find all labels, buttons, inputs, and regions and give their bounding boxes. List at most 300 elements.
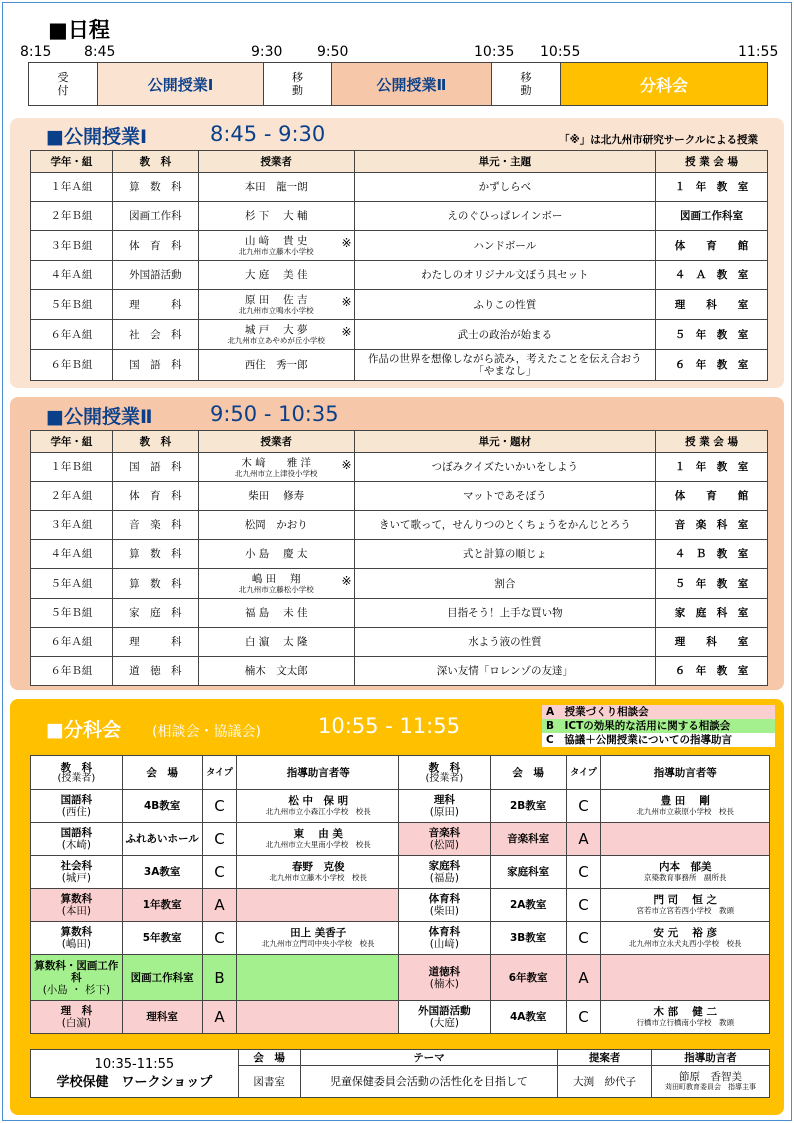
column-header: 学年・組 xyxy=(31,431,113,453)
subject-cell: 家 庭 科 xyxy=(112,599,198,628)
grade-cell: ４年Ａ組 xyxy=(31,540,113,569)
lesson1-table xyxy=(30,150,768,381)
unit-cell: わたしのオリジナル文ぼう具セット xyxy=(354,261,656,290)
type-cell: B xyxy=(202,955,237,1001)
unit-cell: きいて歌って，せんりつのとくちょうをかんじとろう xyxy=(354,511,656,540)
column-header: 提案者 xyxy=(558,1050,652,1066)
advisor-cell xyxy=(601,1001,770,1034)
room-cell: １ 年 教 室 xyxy=(656,173,768,202)
legend-b: B ICTの効果的な活用に関する相談会 xyxy=(542,719,775,733)
room-cell: 3A教室 xyxy=(122,856,202,889)
column-header: タイプ xyxy=(202,756,237,790)
advisor-affiliation: 北九州市立大里南小学校 校長 xyxy=(265,840,371,849)
advisor-affiliation: 行橋市立行橋南小学校 教頭 xyxy=(636,1018,734,1027)
research-mark: ※ xyxy=(341,574,352,588)
lesson1-section xyxy=(10,118,784,388)
subject-name: 算数科 xyxy=(60,926,93,938)
subject-cell: 音 楽 科 xyxy=(112,511,198,540)
room-cell: 2B教室 xyxy=(490,790,566,823)
subject-name: 理科 xyxy=(433,794,455,806)
bunkakai-right-table xyxy=(398,755,770,1034)
subject-name: 音楽科 xyxy=(428,827,461,839)
teacher-name: 楠木 文太郎 xyxy=(244,665,308,677)
advisor-cell xyxy=(601,856,770,889)
column-header: 授業者 xyxy=(198,151,354,173)
subject-cell xyxy=(31,1001,123,1034)
column-header: タイプ xyxy=(566,756,601,790)
room-cell: 6年教室 xyxy=(490,955,566,1001)
column-header: 授業者 xyxy=(198,431,354,453)
teacher-school: 北九州市立あやめが丘小学校 xyxy=(227,336,325,345)
subject-name: 理 科 xyxy=(60,1005,93,1017)
table-row xyxy=(31,922,400,955)
table-row xyxy=(31,290,768,320)
teacher-paren: (嶋田) xyxy=(61,938,91,950)
grade-cell: ３年Ｂ組 xyxy=(31,231,113,261)
grade-cell: ６年Ｂ組 xyxy=(31,657,113,686)
timeline-bunkakai: 分科会 xyxy=(561,63,767,105)
grade-cell: １年Ａ組 xyxy=(31,173,113,202)
workshop-advisor-affiliation: 苅田町教育委員会 指導主事 xyxy=(665,1083,757,1091)
column-header: 指導助言者等 xyxy=(601,756,770,790)
type-cell: C xyxy=(566,790,601,823)
subject-cell xyxy=(399,955,491,1001)
subject-cell xyxy=(31,889,123,922)
advisor-cell xyxy=(601,790,770,823)
subject-cell xyxy=(31,955,123,1001)
subject-cell xyxy=(399,856,491,889)
advisor-affiliation: 宮若市立宮若西小学校 教頭 xyxy=(636,906,734,915)
advisor-affiliation: 京築教育事務所 副所長 xyxy=(643,873,727,882)
grade-cell: １年Ｂ組 xyxy=(31,453,113,482)
subject-cell xyxy=(399,823,491,856)
unit-cell: 式と計算の順じょ xyxy=(354,540,656,569)
teacher-paren: (福島) xyxy=(429,872,459,884)
subject-name: 体育科 xyxy=(428,893,461,905)
teacher-paren: (木崎) xyxy=(61,839,91,851)
advisor-affiliation: 北九州市立永犬丸西小学校 校長 xyxy=(628,939,742,948)
subject-name: 算数科・図画工作科 xyxy=(34,959,119,984)
subject-cell: 国 語 科 xyxy=(112,453,198,482)
table-row xyxy=(399,889,770,922)
grade-cell: ５年Ａ組 xyxy=(31,569,113,599)
room-cell: 2A教室 xyxy=(490,889,566,922)
table-row xyxy=(31,1001,400,1034)
table-row xyxy=(31,511,768,540)
table-row xyxy=(399,1001,770,1034)
unit-cell: マットであそぼう xyxy=(354,482,656,511)
subject-name: 国語科 xyxy=(60,794,93,806)
type-cell: C xyxy=(202,922,237,955)
column-header: 授 業 会 場 xyxy=(656,431,768,453)
teacher-name: 本田 龍一朗 xyxy=(244,181,308,193)
room-cell: １ 年 教 室 xyxy=(656,453,768,482)
room-cell: 5年教室 xyxy=(122,922,202,955)
table-row xyxy=(31,482,768,511)
teacher-cell xyxy=(198,290,354,320)
teacher-cell xyxy=(198,231,354,261)
table-header-row xyxy=(399,756,770,790)
type-cell: A xyxy=(566,955,601,1001)
time-label: 8:15 xyxy=(20,44,52,60)
teacher-school: 北九州市立藤木小学校 xyxy=(238,247,314,256)
subject-cell: 図画工作科 xyxy=(112,202,198,231)
column-header: テーマ xyxy=(300,1050,558,1066)
room-cell: 理 科 室 xyxy=(656,628,768,657)
room-cell: 家 庭 科 室 xyxy=(656,599,768,628)
legend-a: A 授業づくり相談会 xyxy=(542,705,775,719)
grade-cell: ６年Ａ組 xyxy=(31,628,113,657)
advisor-name: 内本 郁美 xyxy=(658,861,712,873)
advisor-empty-cell xyxy=(237,1001,400,1034)
advisor-empty-cell xyxy=(237,955,400,1001)
subject-cell xyxy=(399,1001,491,1034)
table-header-row xyxy=(31,1050,770,1066)
workshop-name: 学校保健 ワークショップ xyxy=(56,1074,213,1090)
room-cell: 音 楽 科 室 xyxy=(656,511,768,540)
subject-cell: 理 科 xyxy=(112,628,198,657)
unit-cell: 深い友情「ロレンゾの友達」 xyxy=(354,657,656,686)
advisor-affiliation: 北九州市立藤木小学校 校長 xyxy=(269,873,367,882)
subject-name: 体育科 xyxy=(428,926,461,938)
subject-cell: 国 語 科 xyxy=(112,350,198,381)
time-label: 8:45 xyxy=(84,44,116,60)
type-cell: C xyxy=(202,856,237,889)
subject-cell: 道 徳 科 xyxy=(112,657,198,686)
unit-cell: ふりこの性質 xyxy=(354,290,656,320)
type-cell: C xyxy=(202,790,237,823)
time-label: 10:55 xyxy=(540,44,581,60)
teacher-school: 北九州市立鳴水小学校 xyxy=(238,306,314,315)
table-row xyxy=(31,231,768,261)
teacher-cell xyxy=(198,350,354,381)
lesson2-table xyxy=(30,430,768,686)
advisor-cell xyxy=(601,889,770,922)
room-cell: 3B教室 xyxy=(490,922,566,955)
type-cell: C xyxy=(202,823,237,856)
advisor-empty-cell xyxy=(601,823,770,856)
teacher-name: 嶋 田 翔 xyxy=(251,573,301,585)
grade-cell: ５年Ｂ組 xyxy=(31,599,113,628)
subject-name: 家庭科 xyxy=(428,860,461,872)
type-cell: C xyxy=(566,889,601,922)
teacher-name: 小 島 慶 太 xyxy=(244,548,308,560)
teacher-cell xyxy=(198,511,354,540)
room-cell: 1年教室 xyxy=(122,889,202,922)
table-row xyxy=(31,889,400,922)
advisor-cell xyxy=(601,922,770,955)
unit-cell: 作品の世界を想像しながら読み，考えたことを伝え合おう「やまなし」 xyxy=(354,350,656,381)
table-row xyxy=(31,599,768,628)
teacher-cell xyxy=(198,628,354,657)
column-header: 教 科 xyxy=(112,431,198,453)
advisor-name: 安 元 裕 彦 xyxy=(653,927,717,939)
advisor-empty-cell xyxy=(237,889,400,922)
teacher-name: 柴田 修寿 xyxy=(248,490,305,502)
lesson2-title: ■公開授業Ⅱ xyxy=(46,406,153,428)
type-cell: C xyxy=(566,856,601,889)
unit-cell: 目指そう！上手な買い物 xyxy=(354,599,656,628)
column-header: 授 業 会 場 xyxy=(656,151,768,173)
timeline-lesson2: 公開授業Ⅱ xyxy=(332,63,492,105)
unit-cell: 水よう液の性質 xyxy=(354,628,656,657)
teacher-cell xyxy=(198,453,354,482)
research-mark: ※ xyxy=(341,325,352,339)
teacher-name: 原 田 佐 吉 xyxy=(244,294,308,306)
room-cell: 体 育 館 xyxy=(656,482,768,511)
advisor-name: 東 由 美 xyxy=(293,828,343,840)
advisor-cell xyxy=(237,922,400,955)
room-cell: 4B教室 xyxy=(122,790,202,823)
unit-cell: かずしらべ xyxy=(354,173,656,202)
table-row xyxy=(31,657,768,686)
room-cell: 理科室 xyxy=(122,1001,202,1034)
teacher-name: 木 﨑 雅 洋 xyxy=(241,456,312,469)
timeline-move2: 移動 xyxy=(492,63,561,105)
subject-cell: 理 科 xyxy=(112,290,198,320)
room-cell: 家庭科室 xyxy=(490,856,566,889)
bunkakai-left-table xyxy=(30,755,400,1034)
bunkakai-section xyxy=(10,699,784,1115)
table-row xyxy=(31,350,768,381)
teacher-paren: (本田) xyxy=(61,905,91,917)
subject-cell: 体 育 科 xyxy=(112,231,198,261)
table-row xyxy=(31,453,768,482)
grade-cell: ５年Ｂ組 xyxy=(31,290,113,320)
advisor-name: 春野 克俊 xyxy=(291,861,345,873)
schedule-title: ■日程 xyxy=(48,18,110,42)
teacher-name: 松岡 かおり xyxy=(244,519,308,531)
teacher-paren: (小島 ・ 杉下) xyxy=(42,983,111,996)
room-cell: 音楽科室 xyxy=(490,823,566,856)
column-header: 学年・組 xyxy=(31,151,113,173)
room-cell: ふれあいホール xyxy=(122,823,202,856)
bunkakai-paren: (相談会・協議会) xyxy=(152,724,261,740)
table-row xyxy=(399,790,770,823)
advisor-name: 木 部 健 二 xyxy=(653,1006,717,1018)
timeline-bar xyxy=(28,62,768,106)
column-header: 会 場 xyxy=(490,756,566,790)
workshop-theme: 児童保健委員会活動の活性化を目指して xyxy=(300,1066,558,1098)
teacher-name: 福 島 未 佳 xyxy=(244,607,308,619)
teacher-cell xyxy=(198,261,354,290)
room-cell: ６ 年 教 室 xyxy=(656,657,768,686)
workshop-presenter: 大渕 紗代子 xyxy=(558,1066,652,1098)
teacher-cell xyxy=(198,202,354,231)
workshop-room: 図書室 xyxy=(238,1066,300,1098)
teacher-paren: (大庭) xyxy=(429,1017,459,1029)
teacher-cell xyxy=(198,173,354,202)
subject-cell: 外国語活動 xyxy=(112,261,198,290)
table-row xyxy=(399,823,770,856)
teacher-cell xyxy=(198,599,354,628)
column-header: 教 科 (授業者) xyxy=(399,756,491,790)
time-label: 11:55 xyxy=(738,44,779,60)
subject-name: 算数科 xyxy=(60,893,93,905)
grade-cell: ６年Ｂ組 xyxy=(31,350,113,381)
unit-cell: つぼみクイズたいかいをしよう xyxy=(354,453,656,482)
room-cell: 理 科 室 xyxy=(656,290,768,320)
room-cell: ４ Ａ 教 室 xyxy=(656,261,768,290)
subject-cell xyxy=(31,856,123,889)
teacher-cell xyxy=(198,540,354,569)
type-cell: A xyxy=(202,1001,237,1034)
lesson1-title: ■公開授業Ⅰ xyxy=(46,126,148,148)
column-header: 会 場 xyxy=(122,756,202,790)
grade-cell: ３年Ａ組 xyxy=(31,511,113,540)
unit-cell: えのぐひっぱレインボー xyxy=(354,202,656,231)
room-cell: 図画工作科室 xyxy=(656,202,768,231)
table-row xyxy=(31,202,768,231)
table-row xyxy=(399,856,770,889)
time-label: 9:50 xyxy=(317,44,349,60)
column-header: 指導助言者等 xyxy=(237,756,400,790)
subject-cell: 社 会 科 xyxy=(112,320,198,350)
advisor-cell xyxy=(237,790,400,823)
teacher-paren: (原田) xyxy=(429,806,459,818)
room-cell: 体 育 館 xyxy=(656,231,768,261)
table-row xyxy=(31,320,768,350)
timeline-reception: 受付 xyxy=(29,63,98,105)
teacher-name: 城 戸 大 夢 xyxy=(244,324,308,336)
table-row xyxy=(31,173,768,202)
grade-cell: ４年Ａ組 xyxy=(31,261,113,290)
type-cell: A xyxy=(566,823,601,856)
teacher-paren: (城戸) xyxy=(61,872,91,884)
column-header: 教 科 (授業者) xyxy=(31,756,123,790)
subject-cell xyxy=(399,889,491,922)
table-row xyxy=(31,540,768,569)
time-label: 9:30 xyxy=(251,44,283,60)
unit-cell: 武士の政治が始まる xyxy=(354,320,656,350)
bunkakai-time: 10:55 - 11:55 xyxy=(318,714,460,738)
subject-cell: 算 数 科 xyxy=(112,569,198,599)
workshop-name-cell xyxy=(31,1050,239,1098)
subject-name: 道徳科 xyxy=(428,965,461,978)
teacher-name: 大 庭 美 佳 xyxy=(244,269,308,281)
type-cell: C xyxy=(566,922,601,955)
advisor-name: 田上 美香子 xyxy=(290,927,347,939)
research-mark: ※ xyxy=(341,236,352,250)
room-cell: ５ 年 教 室 xyxy=(656,569,768,599)
teacher-name: 西住 秀一郎 xyxy=(244,359,308,371)
lesson1-time: 8:45 - 9:30 xyxy=(210,122,326,146)
advisor-cell xyxy=(237,856,400,889)
lesson1-note: 「※」は北九州市研究サークルによる授業 xyxy=(559,134,758,146)
grade-cell: ２年Ａ組 xyxy=(31,482,113,511)
workshop-time: 10:35-11:55 xyxy=(94,1056,175,1072)
research-mark: ※ xyxy=(341,295,352,309)
column-header: 教 科 xyxy=(112,151,198,173)
subject-cell xyxy=(31,823,123,856)
advisor-empty-cell xyxy=(601,955,770,1001)
table-header-row xyxy=(31,151,768,173)
workshop-advisor: 節原 香智美 xyxy=(679,1071,743,1083)
teacher-paren: (松岡) xyxy=(429,839,459,851)
column-header: 単元・主題 xyxy=(354,151,656,173)
subject-cell: 算 数 科 xyxy=(112,540,198,569)
workshop-table xyxy=(30,1049,770,1098)
subject-name: 国語科 xyxy=(60,827,93,839)
subject-name: 外国語活動 xyxy=(418,1005,471,1017)
teacher-paren: (白濵) xyxy=(61,1017,91,1029)
table-header-row xyxy=(31,431,768,453)
advisor-name: 門 司 恒 之 xyxy=(653,894,717,906)
teacher-school: 北九州市立藤松小学校 xyxy=(238,585,314,594)
table-row xyxy=(31,569,768,599)
table-row xyxy=(31,856,400,889)
timeline-move1: 移動 xyxy=(264,63,332,105)
advisor-cell xyxy=(237,823,400,856)
unit-cell: 割合 xyxy=(354,569,656,599)
column-header: 指導助言者 xyxy=(652,1050,770,1066)
legend-c: C 協議＋公開授業についての指導助言 xyxy=(542,733,775,747)
subject-cell xyxy=(399,922,491,955)
table-row xyxy=(31,790,400,823)
teacher-name: 杉 下 大 輔 xyxy=(244,210,308,222)
table-row xyxy=(31,261,768,290)
teacher-cell xyxy=(198,482,354,511)
teacher-cell xyxy=(198,569,354,599)
table-row xyxy=(31,823,400,856)
teacher-name: 山 﨑 貴 史 xyxy=(244,235,308,247)
advisor-affiliation: 北九州市立萩原小学校 校長 xyxy=(636,807,734,816)
teacher-cell xyxy=(198,320,354,350)
workshop-advisor-cell xyxy=(652,1066,770,1098)
unit-cell: ハンドボール xyxy=(354,231,656,261)
advisor-affiliation: 北九州市立小森江小学校 校長 xyxy=(265,807,371,816)
timeline-lesson1: 公開授業Ⅰ xyxy=(98,63,264,105)
table-header-row xyxy=(31,756,400,790)
room-cell: ４ Ｂ 教 室 xyxy=(656,540,768,569)
grade-cell: ２年Ｂ組 xyxy=(31,202,113,231)
type-cell: C xyxy=(566,1001,601,1034)
bunkakai-title: ■分科会 xyxy=(46,719,121,741)
room-cell: ５ 年 教 室 xyxy=(656,320,768,350)
subject-name: 社会科 xyxy=(60,860,93,872)
table-row xyxy=(31,628,768,657)
table-row xyxy=(399,955,770,1001)
teacher-school: 北九州市立上津役小学校 xyxy=(234,468,318,478)
subject-cell xyxy=(399,790,491,823)
table-row xyxy=(31,955,400,1001)
room-cell: 図画工作科室 xyxy=(122,955,202,1001)
teacher-paren: (西住) xyxy=(61,806,91,818)
research-mark: ※ xyxy=(341,458,352,472)
subject-cell xyxy=(31,922,123,955)
grade-cell: ６年Ａ組 xyxy=(31,320,113,350)
column-header: 会 場 xyxy=(238,1050,300,1066)
time-label: 10:35 xyxy=(474,44,515,60)
teacher-paren: (柴田) xyxy=(429,905,459,917)
subject-cell: 体 育 科 xyxy=(112,482,198,511)
subject-cell: 算 数 科 xyxy=(112,173,198,202)
table-row xyxy=(399,922,770,955)
teacher-paren: (山﨑) xyxy=(429,938,459,950)
lesson2-time: 9:50 - 10:35 xyxy=(210,402,339,426)
subject-cell xyxy=(31,790,123,823)
advisor-name: 豊 田 剛 xyxy=(660,795,710,807)
advisor-affiliation: 北九州市立門司中央小学校 校長 xyxy=(261,939,375,948)
column-header: 単元・題材 xyxy=(354,431,656,453)
advisor-name: 松 中 保 明 xyxy=(288,795,349,807)
teacher-cell xyxy=(198,657,354,686)
type-cell: A xyxy=(202,889,237,922)
teacher-paren: (楠木) xyxy=(429,977,459,990)
lesson2-section xyxy=(10,397,784,690)
room-cell: ６ 年 教 室 xyxy=(656,350,768,381)
room-cell: 4A教室 xyxy=(490,1001,566,1034)
